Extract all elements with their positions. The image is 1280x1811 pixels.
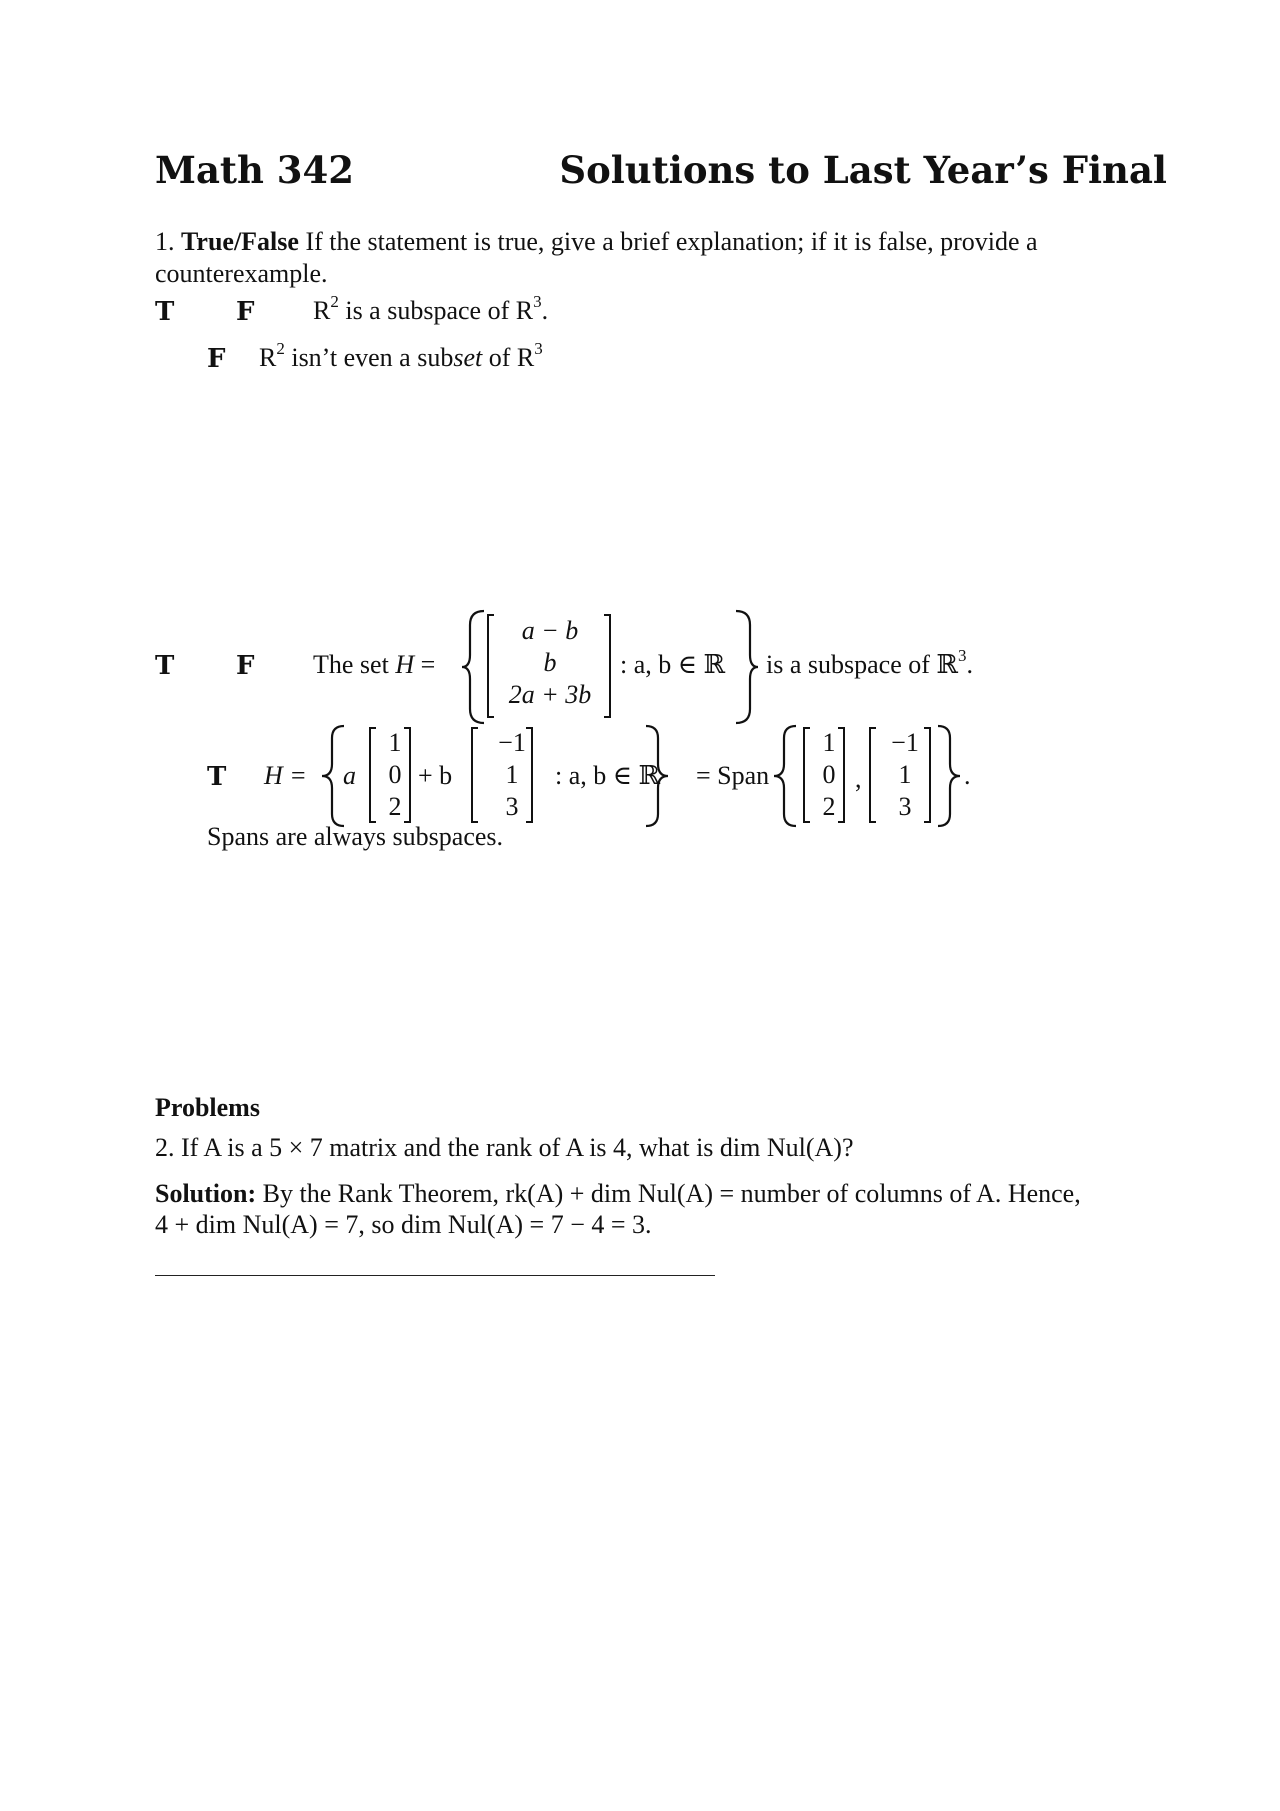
q1b-answer-H: H =: [264, 761, 307, 790]
q1a-ans-exp2: 2: [276, 339, 285, 359]
q2-solution-line2: 4 + dim Nul(A) = 7, so dim Nul(A) = 7 − 4 = 3.: [155, 1210, 652, 1239]
q1a-true-option: T: [155, 297, 175, 327]
q1b-prefix-text: The set: [313, 650, 396, 679]
q1-instructions: If the statement is true, give a brief explanation; if it is false, provide a: [305, 227, 1038, 256]
q2-solution-line1: [155, 1179, 1081, 1209]
solution-text1: By the Rank Theorem, rk(A) + dim Nul(A) = number of columns of A. Hence,: [262, 1179, 1081, 1208]
q1b-suffix-exp: 3: [958, 646, 967, 666]
q1b-span-vec2-r3: 3: [898, 792, 912, 821]
q1b-vec-row2: b: [543, 648, 557, 677]
q1b-span-vec1-r2: 0: [822, 760, 836, 789]
q1a-ans-exp3: 3: [534, 339, 543, 359]
q1b-span-comma: ,: [855, 764, 862, 793]
q1b-vec2-r1: −1: [498, 728, 526, 757]
q1b-H: H: [395, 650, 415, 679]
q1a-ans-text1: isn’t even a sub: [284, 343, 454, 372]
q1b-vec2-r2: 1: [505, 760, 519, 789]
q2-question: 2. If A is a 5 × 7 matrix and the rank of A is 4, what is dim Nul(A)?: [155, 1133, 854, 1162]
q1-intro-line2: counterexample.: [155, 259, 328, 288]
q1b-span-eq: = Span: [696, 761, 770, 790]
q1a-end: .: [541, 296, 549, 325]
q1a-explanation: [259, 339, 543, 373]
course-title: Math 342: [155, 148, 355, 192]
q1b-vec2-r3: 3: [505, 792, 519, 821]
q1b-answer-condition: : a, b ∈ ℝ: [555, 761, 661, 790]
q1b-span-vec2-r1: −1: [891, 728, 919, 757]
q1b-vec-row1: a − b: [521, 616, 579, 645]
q1b-plus-b: + b: [418, 761, 453, 790]
q1b-span-end: .: [964, 761, 971, 790]
problems-heading: Problems: [155, 1093, 260, 1122]
q1-heading: True/False: [181, 227, 299, 256]
q1b-coef-a: a: [343, 761, 356, 790]
q1a-exp2: 2: [330, 292, 339, 312]
q1b-condition: : a, b ∈ ℝ: [620, 650, 726, 679]
q1b-vec1-r2: 0: [388, 760, 402, 789]
q1a-answer: F: [207, 344, 226, 374]
q1b-span-vec2-r2: 1: [898, 760, 912, 789]
q1a-ans-ital: set: [453, 343, 483, 372]
q1a-mid: is a subspace of: [338, 296, 516, 325]
q1b-true-option: T: [155, 651, 175, 681]
q1b-suffix-end: .: [966, 650, 974, 679]
q1b-statement-prefix: [313, 650, 435, 680]
q1b-explanation: Spans are always subspaces.: [207, 822, 504, 851]
q1a-ans-text2: of: [482, 343, 517, 372]
q1a-exp3: 3: [533, 292, 542, 312]
q1a-R3: R: [515, 296, 534, 325]
q1b-eq: =: [414, 650, 436, 679]
q1-number: 1.: [155, 227, 175, 256]
q1b-answer: T: [207, 762, 227, 792]
q1b-span-vec1-r3: 2: [822, 792, 836, 821]
q1b-suffix-text: is a subspace of ℝ: [766, 650, 959, 679]
page-title: Solutions to Last Year’s Final: [559, 148, 1167, 192]
q1a-R2: R: [313, 296, 331, 325]
q1a-ans-R3: R: [516, 343, 535, 372]
q1a-false-option: F: [236, 297, 255, 327]
q1b-vec-row3: 2a + 3b: [508, 680, 592, 709]
q1b-statement-suffix: [766, 646, 974, 680]
q1-intro-line1: [155, 227, 1038, 257]
q1a-statement: [313, 292, 549, 326]
solution-label: Solution:: [155, 1179, 257, 1208]
q1b-span-vec1-r1: 1: [822, 728, 836, 757]
horizontal-rule: [155, 1275, 715, 1276]
q1b-false-option: F: [236, 651, 255, 681]
q1b-vec1-r3: 2: [388, 792, 402, 821]
q1a-ans-R2: R: [259, 343, 277, 372]
q1b-vec1-r1: 1: [388, 728, 402, 757]
